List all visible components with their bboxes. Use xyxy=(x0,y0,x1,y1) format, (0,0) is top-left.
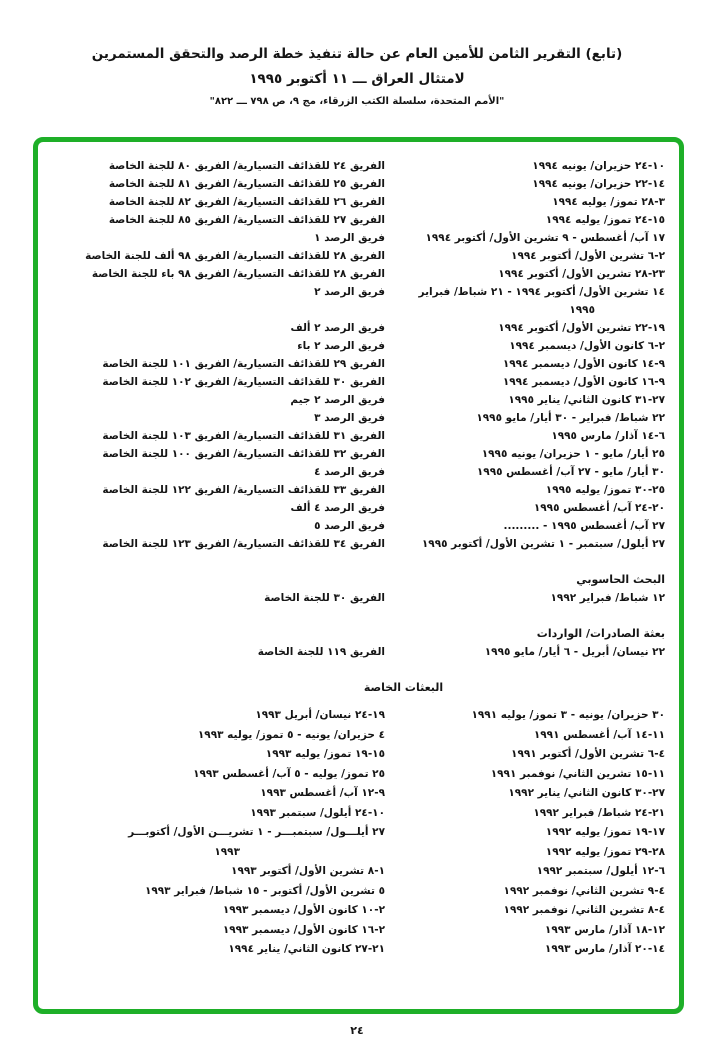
date-cell xyxy=(385,283,665,319)
date-cell xyxy=(385,337,665,355)
date-cell xyxy=(385,445,665,463)
date-text: ١٢ شباط/ فبراير ١٩٩٢ xyxy=(550,592,665,604)
team-cell: فريق الرصد ٤ xyxy=(314,466,385,478)
mission-date-line: ١٤-٢٠ آذار/ مارس ١٩٩٣ xyxy=(544,943,665,955)
date-cell xyxy=(385,643,665,661)
mission-date-line: ٤-٨ تشرين الثاني/ نوفمبر ١٩٩٢ xyxy=(503,904,665,916)
date-cell xyxy=(385,463,665,481)
date-cell xyxy=(385,481,665,499)
section-title: بعثة الصادرات/ الواردات xyxy=(536,627,665,640)
team-cell: الفريق ٢٨ للقذائف التسيارية/ الفريق ٩٨ باء للجنة الخاصة xyxy=(91,268,385,280)
mission-date-line: ٢٧-٣٠ كانون الثاني/ يناير ١٩٩٢ xyxy=(508,787,665,799)
table-row xyxy=(52,265,665,283)
date-cell xyxy=(385,373,665,391)
table-row xyxy=(52,283,665,319)
team-cell: الفريق ٣٠ للجنة الخاصة xyxy=(264,592,385,604)
table-row xyxy=(52,355,665,373)
mission-date-line: ١-٨ تشرين الأول/ أكتوبر ١٩٩٣ xyxy=(231,865,385,877)
table-row xyxy=(52,535,665,553)
date-wrap-year: ١٩٩٥ xyxy=(569,304,595,316)
date-cell xyxy=(385,427,665,445)
team-cell: الفريق ٣٢ للقذائف التسيارية/ الفريق ١٠٠ للجنة الخاصة xyxy=(102,448,385,460)
date-cell xyxy=(385,535,665,553)
date-cell xyxy=(385,175,665,193)
date-cell xyxy=(385,229,665,247)
date-text: ١٩-٢٢ تشرين الأول/ أكتوبر ١٩٩٤ xyxy=(498,322,665,334)
date-text: ٢٢ شباط/ فبراير - ٣٠ أيار/ مايو ١٩٩٥ xyxy=(476,412,665,424)
team-cell: فريق الرصد ٤ ألف xyxy=(290,502,385,514)
date-text: ١٧ آب/ أغسطس - ٩ تشرين الأول/ أكتوبر ١٩٩٤ xyxy=(425,232,665,244)
team-cell: فريق الرصد ١ xyxy=(314,232,385,244)
date-text: ٣٠ أيار/ مايو - ٢٧ آب/ أغسطس ١٩٩٥ xyxy=(476,466,665,478)
date-text: ٢٧-٣١ كانون الثاني/ يناير ١٩٩٥ xyxy=(508,394,665,406)
team-cell: الفريق ٢٦ للقذائف التسيارية/ الفريق ٨٢ للجنة الخاصة xyxy=(108,196,385,208)
mission-date-line: ١٩-٢٤ نيسان/ أبريل ١٩٩٣ xyxy=(255,709,385,721)
team-cell: الفريق ٢٥ للقذائف التسيارية/ الفريق ٨١ للجنة الخاصة xyxy=(108,178,385,190)
inspection-table xyxy=(52,157,665,553)
table-row xyxy=(52,211,665,229)
team-cell: الفريق ٣١ للقذائف التسيارية/ الفريق ١٠٣ للجنة الخاصة xyxy=(102,430,385,442)
table-row xyxy=(52,643,665,661)
date-cell xyxy=(385,517,665,535)
date-text: ٢٥-٣٠ تموز/ يوليه ١٩٩٥ xyxy=(545,484,665,496)
date-text: ٣-٢٨ تموز/ يوليه ١٩٩٤ xyxy=(552,196,665,208)
date-cell xyxy=(385,247,665,265)
mission-date-line: ١١-١٤ آب/ أغسطس ١٩٩١ xyxy=(533,728,665,741)
mission-date-line: ٤-٩ تشرين الثاني/ نوفمبر ١٩٩٢ xyxy=(503,884,665,897)
mission-date-line: ٩-١٢ آب/ أغسطس ١٩٩٣ xyxy=(260,787,385,799)
missions-right-column xyxy=(385,706,665,960)
table-row xyxy=(52,319,665,337)
special-missions-section xyxy=(52,679,665,960)
team-cell: فريق الرصد ٢ جيم xyxy=(290,394,385,406)
date-cell xyxy=(385,265,665,283)
team-cell: الفريق ٣٣ للقذائف التسيارية/ الفريق ١٢٢ للجنة الخاصة xyxy=(102,484,385,496)
team-cell: الفريق ٣٠ للقذائف التسيارية/ الفريق ١٠٢ للجنة الخاصة xyxy=(102,376,385,388)
team-cell: فريق الرصد ٥ xyxy=(314,520,385,532)
date-text: ٩-١٦ كانون الأول/ ديسمبر ١٩٩٤ xyxy=(502,376,665,388)
team-cell: الفريق ٢٧ للقذائف التسيارية/ الفريق ٨٥ للجنة الخاصة xyxy=(108,214,385,226)
mission-date-line: ٦-١٢ أيلول/ سبتمبر ١٩٩٢ xyxy=(536,865,665,877)
team-cell: الفريق ٣٤ للقذائف التسيارية/ الفريق ١٢٣ للجنة الخاصة xyxy=(102,538,385,550)
date-text: ٢٧ آب/ أغسطس ١٩٩٥ - ......... xyxy=(503,520,665,532)
date-text: ١٤-٢٢ حزيران/ يونيه ١٩٩٤ xyxy=(532,178,665,190)
table-row xyxy=(52,391,665,409)
date-text: ١٤ تشرين الأول/ أكتوبر ١٩٩٤ - ٢١ شباط/ فبراير xyxy=(418,286,665,298)
team-cell: الفريق ٢٤ للقذائف التسيارية/ الفريق ٨٠ للجنة الخاصة xyxy=(108,160,385,172)
mission-date-line: ٢٥ تموز/ يوليه - ٥ آب/ أغسطس ١٩٩٣ xyxy=(193,767,385,780)
mission-date-line: ١١-١٥ تشرين الثاني/ نوفمبر ١٩٩١ xyxy=(490,767,665,780)
mission-date-line: ١٥-١٩ تموز/ يوليه ١٩٩٣ xyxy=(265,748,385,760)
mission-date-line: ١٩٩٣ xyxy=(214,845,240,858)
mission-date-line: ٤-٦ تشرين الأول/ أكتوبر ١٩٩١ xyxy=(511,748,665,760)
table-row xyxy=(52,229,665,247)
team-cell: الفريق ٢٨ للقذائف التسيارية/ الفريق ٩٨ ألف للجنة الخاصة xyxy=(85,250,385,262)
team-cell: فريق الرصد ٢ xyxy=(314,286,385,298)
date-text: ٩-١٤ كانون الأول/ ديسمبر ١٩٩٤ xyxy=(502,358,665,370)
mission-date-line: ٢-١٦ كانون الأول/ ديسمبر ١٩٩٣ xyxy=(222,923,385,936)
doc-header xyxy=(0,0,714,107)
date-cell xyxy=(385,409,665,427)
date-cell xyxy=(385,499,665,517)
mission-date-line: ٢٨-٢٩ تموز/ يوليه ١٩٩٢ xyxy=(545,845,665,858)
date-text: ٢٣-٢٨ تشرين الأول/ أكتوبر ١٩٩٤ xyxy=(498,268,665,280)
table-row xyxy=(52,427,665,445)
mission-date-line: ٢٧ أيلـــول/ سبتمبـــر - ١ تشريـــن الأول/ أكتوبـــر xyxy=(128,826,385,838)
date-text: ٢٥ أيار/ مايو - ١ حزيران/ يونيه ١٩٩٥ xyxy=(481,448,665,460)
team-cell: فريق الرصد ٢ ألف xyxy=(290,322,385,334)
date-cell xyxy=(385,211,665,229)
mission-date-line: ٢-١٠ كانون الأول/ ديسمبر ١٩٩٣ xyxy=(222,904,385,916)
table-row xyxy=(52,337,665,355)
table-row xyxy=(52,481,665,499)
mission-date-line: ٢١-٢٧ كانون الثاني/ يناير ١٩٩٤ xyxy=(228,943,385,955)
table-row xyxy=(52,193,665,211)
page-number: ٢٤ xyxy=(350,1024,364,1037)
date-text: ٢-٦ كانون الأول/ ديسمبر ١٩٩٤ xyxy=(509,340,665,352)
date-cell xyxy=(385,319,665,337)
date-cell xyxy=(385,157,665,175)
missions-left-column xyxy=(52,706,385,960)
mission-date-line: ١٧-١٩ تموز/ يوليه ١٩٩٢ xyxy=(545,826,665,838)
special-missions-title: البعثات الخاصة xyxy=(363,681,444,694)
table-row xyxy=(52,247,665,265)
header-subtitle-line: لامتثال العراق ـــ ١١ أكتوبر ١٩٩٥ xyxy=(249,71,465,88)
table-row xyxy=(52,409,665,427)
date-text: ١٠-٢٤ حزيران/ يونيه ١٩٩٤ xyxy=(532,160,665,172)
team-cell: فريق الرصد ٢ باء xyxy=(297,340,385,352)
date-cell xyxy=(385,355,665,373)
date-text: ٢٢ نيسان/ أبريل - ٦ أيار/ مايو ١٩٩٥ xyxy=(484,646,665,658)
date-text: ١٥-٢٤ تموز/ يوليه ١٩٩٤ xyxy=(545,214,665,226)
content-frame xyxy=(33,137,684,1014)
subsections xyxy=(52,571,665,661)
date-text: ٢-٦ تشرين الأول/ أكتوبر ١٩٩٤ xyxy=(511,250,665,262)
mission-date-line: ٤ حزيران/ يونيه - ٥ تموز/ يوليه ١٩٩٣ xyxy=(197,728,385,741)
section-title: البحث الحاسوبي xyxy=(576,573,665,586)
table-row xyxy=(52,373,665,391)
header-title-line: (تابع) التقرير الثامن للأمين العام عن حالة تنفيذ خطة الرصد والتحقق المستمرين xyxy=(91,46,623,62)
table-row xyxy=(52,499,665,517)
table-row xyxy=(52,589,665,607)
section xyxy=(52,571,665,607)
date-text: ٢٠-٢٤ آب/ أغسطس ١٩٩٥ xyxy=(533,502,665,514)
date-cell xyxy=(385,589,665,607)
team-cell: فريق الرصد ٣ xyxy=(314,412,385,424)
date-cell xyxy=(385,193,665,211)
mission-date-line: ٢١-٢٤ شباط/ فبراير ١٩٩٢ xyxy=(533,806,665,819)
date-cell xyxy=(385,391,665,409)
mission-date-line: ١٢-١٨ آذار/ مارس ١٩٩٣ xyxy=(544,923,665,936)
table-row xyxy=(52,175,665,193)
header-source-line: "الأمم المتحدة، سلسلة الكتب الزرقاء، مج ٩، ص ٧٩٨ ـــ ٨٢٢" xyxy=(209,96,505,108)
special-missions-columns xyxy=(52,706,665,960)
team-cell: الفريق ٢٩ للقذائف التسيارية/ الفريق ١٠١ للجنة الخاصة xyxy=(102,358,385,370)
mission-date-line: ٣٠ حزيران/ يونيه - ٣ تموز/ يوليه ١٩٩١ xyxy=(471,709,665,721)
mission-date-line: ٥ تشرين الأول/ أكتوبر - ١٥ شباط/ فبراير ١٩٩٣ xyxy=(144,884,385,897)
team-cell: الفريق ١١٩ للجنة الخاصة xyxy=(257,646,385,658)
section xyxy=(52,625,665,661)
table-row xyxy=(52,517,665,535)
table-row xyxy=(52,463,665,481)
date-text: ٦-١٤ آذار/ مارس ١٩٩٥ xyxy=(551,430,665,442)
date-text: ٢٧ أيلول/ سبتمبر - ١ تشرين الأول/ أكتوبر ١٩٩٥ xyxy=(421,538,665,550)
table-row xyxy=(52,157,665,175)
table-row xyxy=(52,445,665,463)
mission-date-line: ١٠-٢٤ أيلول/ سبتمبر ١٩٩٣ xyxy=(250,806,385,819)
